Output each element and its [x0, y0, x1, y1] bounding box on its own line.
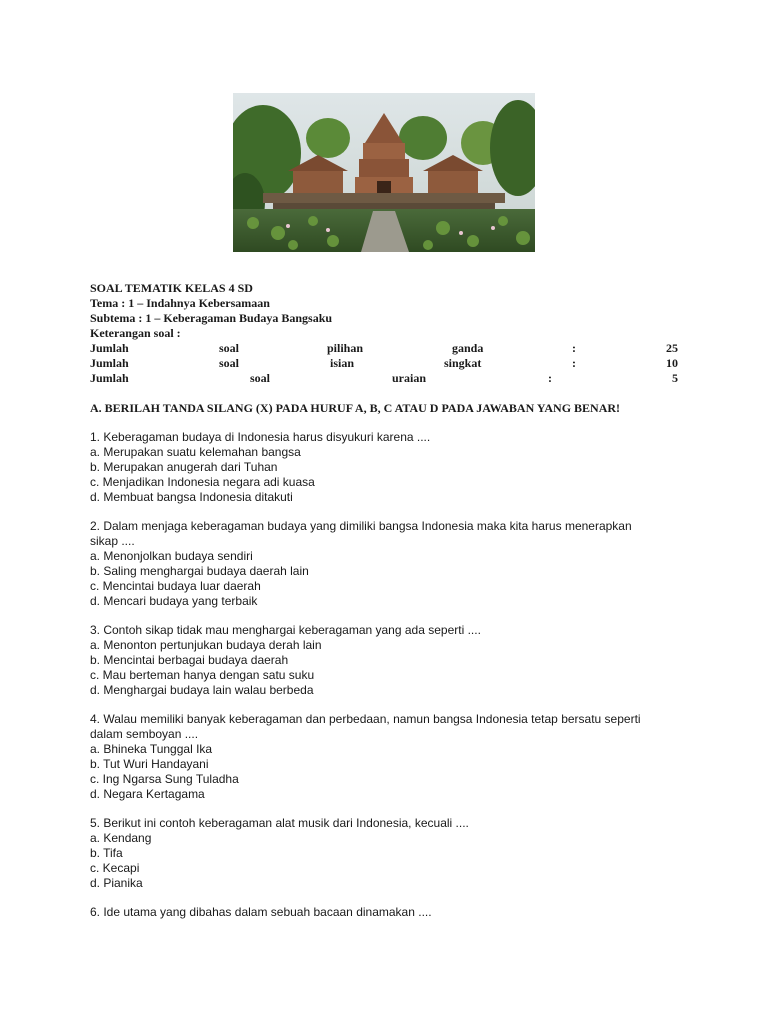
row-count: 10	[666, 356, 678, 370]
count-row-uraian	[90, 371, 680, 386]
tema-line: Tema : 1 – Indahnya Kebersamaan	[90, 296, 270, 310]
section-a-title: A. BERILAH TANDA SILANG (X) PADA HURUF A, B, C ATAU D PADA JAWABAN YANG BENAR!	[90, 401, 621, 415]
question-text: 1. Keberagaman budaya di Indonesia harus disyukuri karena ....	[90, 430, 431, 444]
answer-option: d. Menghargai budaya lain walau berbeda	[90, 683, 314, 697]
answer-option: b. Merupakan anugerah dari Tuhan	[90, 460, 278, 474]
question-2	[90, 519, 680, 609]
question-6	[90, 905, 680, 920]
question-text: dalam semboyan ....	[90, 727, 199, 741]
temple-photo	[233, 93, 535, 252]
answer-option: a. Menonton pertunjukan budaya derah lain	[90, 638, 322, 652]
document-title: SOAL TEMATIK KELAS 4 SD	[90, 281, 253, 295]
question-text: 5. Berikut ini contoh keberagaman alat musik dari Indonesia, kecuali ....	[90, 816, 469, 830]
question-1	[90, 430, 680, 505]
answer-option: c. Mau berteman hanya dengan satu suku	[90, 668, 315, 682]
answer-option: c. Kecapi	[90, 861, 140, 875]
keterangan-line: Keterangan soal :	[90, 326, 181, 340]
row-word: soal	[219, 356, 240, 370]
count-row-pilihan-ganda	[90, 341, 680, 356]
answer-option: c. Ing Ngarsa Sung Tuladha	[90, 772, 239, 786]
answer-option: d. Membuat bangsa Indonesia ditakuti	[90, 490, 293, 504]
answer-option: d. Pianika	[90, 876, 143, 890]
row-colon: :	[572, 356, 576, 370]
answer-option: d. Negara Kertagama	[90, 787, 205, 801]
question-3	[90, 623, 680, 698]
question-text: 3. Contoh sikap tidak mau menghargai keberagaman yang ada seperti ....	[90, 623, 481, 637]
row-word: isian	[330, 356, 355, 370]
row-word: soal	[219, 341, 240, 355]
answer-option: c. Mencintai budaya luar daerah	[90, 579, 261, 593]
answer-option: c. Menjadikan Indonesia negara adi kuasa	[90, 475, 315, 489]
answer-option: a. Bhineka Tunggal Ika	[90, 742, 213, 756]
row-colon: :	[548, 371, 552, 385]
row-word: singkat	[444, 356, 482, 370]
answer-option: b. Mencintai berbagai budaya daerah	[90, 653, 289, 667]
question-4	[90, 712, 680, 802]
row-count: 25	[666, 341, 678, 355]
answer-option: b. Tifa	[90, 846, 123, 860]
row-word: Jumlah	[90, 341, 129, 355]
answer-option: a. Kendang	[90, 831, 152, 845]
question-text: 2. Dalam menjaga keberagaman budaya yang dimiliki bangsa Indonesia maka kita harus menerapkan	[90, 519, 632, 533]
subtema-line: Subtema : 1 – Keberagaman Budaya Bangsaku	[90, 311, 333, 325]
question-text: sikap ....	[90, 534, 135, 548]
answer-option: b. Tut Wuri Handayani	[90, 757, 209, 771]
answer-option: a. Menonjolkan budaya sendiri	[90, 549, 253, 563]
row-word: pilihan	[327, 341, 364, 355]
answer-option: b. Saling menghargai budaya daerah lain	[90, 564, 309, 578]
question-text: 4. Walau memiliki banyak keberagaman dan perbedaan, namun bangsa Indonesia tetap bersatu seperti	[90, 712, 641, 726]
row-word: ganda	[452, 341, 484, 355]
row-word: Jumlah	[90, 356, 129, 370]
document-header	[90, 281, 680, 386]
row-word: uraian	[392, 371, 427, 385]
answer-option: d. Mencari budaya yang terbaik	[90, 594, 258, 608]
count-row-isian-singkat	[90, 356, 680, 371]
answer-option: a. Merupakan suatu kelemahan bangsa	[90, 445, 301, 459]
question-text: 6. Ide utama yang dibahas dalam sebuah bacaan dinamakan ....	[90, 905, 432, 919]
row-count: 5	[672, 371, 678, 385]
question-5	[90, 816, 680, 891]
row-word: soal	[250, 371, 271, 385]
row-colon: :	[572, 341, 576, 355]
row-word: Jumlah	[90, 371, 129, 385]
